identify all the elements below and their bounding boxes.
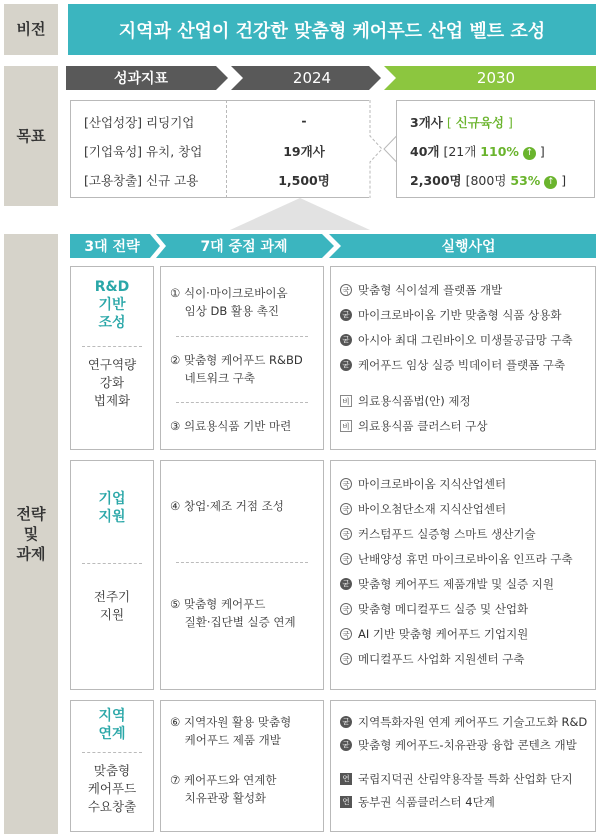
project-item: 비 의료용식품법(안) 제정 xyxy=(340,391,573,411)
vision-banner: 지역과 산업이 건강한 맞춤형 케어푸드 산업 벨트 조성 xyxy=(68,4,596,55)
projects-list-3 xyxy=(340,712,587,812)
balanced-badge-icon: 균 xyxy=(340,334,352,346)
national-badge-icon: 국 xyxy=(340,628,352,640)
tasks-header: 7대 중점 과제 xyxy=(200,239,288,255)
strategy-sub-1: 연구역량 강화 법제화 xyxy=(87,357,137,409)
task-2: ② 맞춤형 케어푸드 R&BD 네트워크 구축 xyxy=(170,353,303,385)
goal-row-1-2024: - xyxy=(301,113,307,128)
project-item: 국 바이오첨단소재 지식산업센터 xyxy=(340,499,573,519)
linked-badge-icon: 연 xyxy=(340,773,352,785)
project-item: 국 맞춤형 메디컬푸드 실증 및 산업화 xyxy=(340,599,573,619)
goal-row-3-2030: 2,300명 [800명 53% ↑ ] xyxy=(410,173,567,188)
project-item: 균 마이크로바이옴 기반 맞춤형 식품 상용화 xyxy=(340,305,573,325)
task-divider xyxy=(176,562,308,563)
strategy-divider-1 xyxy=(82,346,142,347)
task-6: ⑥ 지역자원 활용 맞춤형 케어푸드 제품 개발 xyxy=(170,715,292,747)
linked-badge-icon: 연 xyxy=(340,796,352,808)
project-item: 균 지역특화자원 연계 케어푸드 기술고도화 R&D xyxy=(340,712,587,732)
task-divider xyxy=(176,336,308,337)
strategy-label: 전략 및 과제 xyxy=(4,234,58,834)
goal-row-2-2030: 40개 [21개 110% ↑ ] xyxy=(410,144,545,159)
goal-row-1-label: [산업성장] 리딩기업 xyxy=(84,115,195,130)
up-arrow-circle-icon: ↑ xyxy=(523,147,536,160)
goal-row-3-2024: 1,500명 xyxy=(278,173,330,188)
project-item: 국 난배양성 휴먼 마이크로바이옴 인프라 구축 xyxy=(340,549,573,569)
task-5: ⑤ 맞춤형 케어푸드 질환·집단별 실증 연계 xyxy=(170,597,296,629)
project-item: 연 동부권 식품클러스터 4단계 xyxy=(340,792,587,812)
non-budget-badge-icon: 비 xyxy=(340,395,352,407)
goal-row-3-label: [고용창출] 신규 고용 xyxy=(84,173,199,188)
strategy-divider-2 xyxy=(82,563,142,564)
national-badge-icon: 국 xyxy=(340,528,352,540)
balanced-badge-icon: 균 xyxy=(340,578,352,590)
goal-row-2-2024: 19개사 xyxy=(283,144,325,159)
strategy-sub-2: 전주기 지원 xyxy=(93,589,131,623)
balanced-badge-icon: 균 xyxy=(340,359,352,371)
strategies-header: 3대 전략 xyxy=(84,239,140,255)
strategy-divider-3 xyxy=(82,752,142,753)
tasks-box-2 xyxy=(160,460,324,690)
national-badge-icon: 국 xyxy=(340,478,352,490)
vision-label: 비전 xyxy=(4,4,58,55)
national-badge-icon: 국 xyxy=(340,284,352,296)
project-item: 균 맞춤형 케어푸드 제품개발 및 실증 지원 xyxy=(340,574,573,594)
project-item: 비 의료용식품 클러스터 구상 xyxy=(340,416,573,436)
projects-list-2 xyxy=(340,474,573,669)
non-budget-badge-icon: 비 xyxy=(340,420,352,432)
strategy-sub-3: 맞춤형 케어푸드 수요창출 xyxy=(87,763,137,815)
goal-label: 목표 xyxy=(4,66,58,206)
balanced-badge-icon: 균 xyxy=(340,716,352,728)
national-badge-icon: 국 xyxy=(340,603,352,615)
task-divider xyxy=(176,402,308,403)
project-item: 균 케어푸드 임상 실증 빅데이터 플랫폼 구축 xyxy=(340,355,573,375)
goal-to-strategy-funnel xyxy=(200,196,400,230)
project-item: 균 맞춤형 케어푸드-치유관광 융합 콘텐츠 개발 xyxy=(340,735,587,755)
projects-list-1 xyxy=(340,280,573,436)
goal-row-2-label: [기업육성] 유치, 창업 xyxy=(84,144,203,159)
task-3: ③ 의료용식품 기반 마련 xyxy=(170,419,292,433)
project-item: 국 마이크로바이옴 지식산업센터 xyxy=(340,474,573,494)
indicator-header: 성과지표 xyxy=(113,71,169,87)
project-item: 국 메디컬푸드 사업화 지원센터 구축 xyxy=(340,649,573,669)
y2024-header: 2024 xyxy=(292,69,332,87)
balanced-badge-icon: 균 xyxy=(340,309,352,321)
strategy-title-1: R&D 기반 조성 xyxy=(94,279,130,332)
goal-row-1-2030: 3개사 [ 신규육성 ] xyxy=(410,115,513,130)
balanced-badge-icon: 균 xyxy=(340,739,352,751)
task-7: ⑦ 케어푸드와 연계한 치유관광 활성화 xyxy=(170,773,277,805)
up-arrow-circle-icon: ↑ xyxy=(544,176,557,189)
project-item: 국 커스텀푸드 실증형 스마트 생산기술 xyxy=(340,524,573,544)
project-item: 국 AI 기반 맞춤형 케어푸드 기업지원 xyxy=(340,624,573,644)
strategy-title-3: 지역 연계 xyxy=(98,708,126,743)
projects-header: 실행사업 xyxy=(441,239,496,255)
task-1: ① 식이·마이크로바이옴 임상 DB 활용 촉진 xyxy=(170,286,288,318)
project-item: 연 국립지덕권 산림약용작물 특화 산업화 단지 xyxy=(340,769,587,789)
task-4: ④ 창업·제조 거점 조성 xyxy=(170,499,284,513)
strategy-title-2: 기업 지원 xyxy=(98,491,126,526)
project-item: 균 아시아 최대 그린바이오 미생물공급망 구축 xyxy=(340,330,573,350)
national-badge-icon: 국 xyxy=(340,653,352,665)
national-badge-icon: 국 xyxy=(340,503,352,515)
y2030-header: 2030 xyxy=(476,69,516,87)
project-item: 국 맞춤형 식이설계 플랫폼 개발 xyxy=(340,280,573,300)
national-badge-icon: 국 xyxy=(340,553,352,565)
